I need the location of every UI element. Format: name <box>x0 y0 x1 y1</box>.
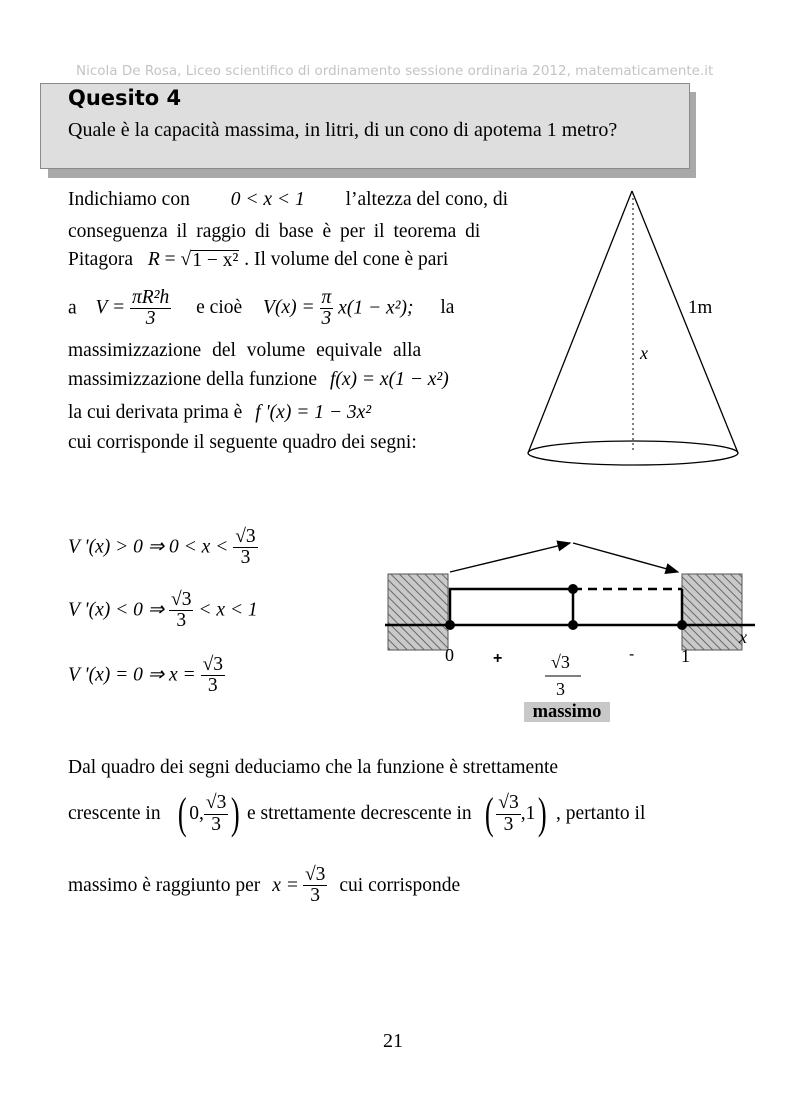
intro-line-7 <box>68 403 371 423</box>
inequality-0-x-1: 0 < x < 1 <box>230 189 305 210</box>
sqrt3-over-3: $\frac{√3}{3}$ <box>171 589 192 632</box>
sign-condition-3 <box>68 655 225 697</box>
intro-line-8 <box>68 433 417 453</box>
radius-symbol: R <box>147 249 160 270</box>
intro-text: Indichiamo con <box>68 189 190 210</box>
intro-line-4 <box>68 288 454 330</box>
condition-text: V '(x) < 0 ⇒ <box>68 599 165 621</box>
pi-over-3: $\frac{\pi}{3}$ <box>321 287 332 330</box>
conclusion-text: crescente in <box>68 803 161 825</box>
critical-denominator: 3 <box>556 679 565 699</box>
header-attribution: Nicola De Rosa, Liceo scientifico di ordinamento sessione ordinaria 2012, matematicamente.it <box>76 63 714 79</box>
intro-text: conseguenza il raggio di base è per il teorema di <box>68 221 481 242</box>
point-critical <box>568 620 578 630</box>
conclusion-text: e strettamente decrescente in <box>246 803 472 825</box>
condition-text: V '(x) = 0 ⇒ x = <box>68 664 196 686</box>
intro-text: e cioè <box>196 297 243 319</box>
volume-fraction: $\frac{\text{πR²h}}{3}$ <box>132 287 170 330</box>
intro-text: la <box>440 297 455 319</box>
max-label: massimo <box>524 702 610 722</box>
question-text: Quale è la capacità massima, in litri, di un cono di apotema 1 metro? <box>68 119 618 141</box>
sqrt-expression: √ 1 − x² <box>180 249 239 271</box>
conclusion-line-2 <box>68 789 713 838</box>
intro-line-5 <box>68 341 508 361</box>
conclusion-text: Dal quadro dei segni deduciamo che la funzione è strettamente <box>68 757 559 778</box>
condition-text: < x < 1 <box>198 599 258 621</box>
intro-line-3: Pitagora R = √ 1 − x² . Il volume del cone è pari <box>68 249 449 271</box>
intro-line-6 <box>68 370 449 390</box>
sqrt3-over-3: $\frac{√3}{3}$ <box>304 864 326 907</box>
intro-text: massimizzazione del volume equivale alla <box>68 340 422 361</box>
max-x-value: x = <box>272 875 299 897</box>
excluded-region-left <box>388 574 448 650</box>
cone-right-side <box>632 191 738 453</box>
sign-condition-1 <box>68 527 258 569</box>
volume-function: V(x) = <box>263 297 315 319</box>
interval-increasing: ( 0, $\frac{√3}{3}$ ) <box>177 789 241 838</box>
volume-formula: V = <box>95 297 126 319</box>
conclusion-text: massimo è raggiunto per <box>68 875 261 897</box>
excluded-region-right <box>682 574 742 650</box>
point-one <box>677 620 687 630</box>
volume-function-rest: x(1 − x²); <box>338 297 414 319</box>
height-label: x <box>640 343 648 363</box>
intro-line-2 <box>68 222 508 242</box>
axis-label: x <box>739 627 747 647</box>
increasing-arrow <box>450 543 570 572</box>
intro-text: cui corrisponde il seguente quadro dei segni: <box>68 432 417 453</box>
derivative-f: f '(x) = 1 − 3x² <box>255 402 372 423</box>
label-plus: + <box>493 650 503 667</box>
critical-numerator: √3 <box>551 652 570 672</box>
point-max <box>568 584 578 594</box>
conclusion-text: cui corrisponde <box>339 875 461 897</box>
label-one: 1 <box>681 646 690 666</box>
sign-chart <box>385 535 765 700</box>
intro-text: . Il volume del cone è pari <box>244 249 449 270</box>
conclusion-line-3 <box>68 865 460 907</box>
sqrt3-over-3: $\frac{√3}{3}$ <box>235 526 256 569</box>
decreasing-arrow <box>573 543 678 572</box>
label-minus: - <box>629 646 635 663</box>
function-f: f(x) = x(1 − x²) <box>329 369 449 390</box>
intro-text: massimizzazione della funzione <box>68 369 318 390</box>
intro-text: l’altezza del cono, di <box>345 189 508 210</box>
conclusion-line-1 <box>68 758 558 778</box>
cone-diagram <box>520 185 750 475</box>
sqrt3-over-3: $\frac{√3}{3}$ <box>202 654 224 697</box>
slant-label: 1m <box>688 297 713 318</box>
intro-text: a <box>68 297 77 319</box>
condition-text: V '(x) > 0 ⇒ 0 < x < <box>68 536 229 558</box>
page-number: 21 <box>383 1030 403 1052</box>
intro-text: la cui derivata prima è <box>68 402 243 423</box>
intro-line-1 <box>68 190 508 210</box>
conclusion-text: , pertanto il <box>556 803 646 825</box>
sign-condition-2 <box>68 590 258 632</box>
interval-decreasing: ( $\frac{√3}{3}$ ,1 ) <box>484 789 548 838</box>
label-zero: 0 <box>445 645 454 665</box>
question-title: Quesito 4 <box>68 86 182 110</box>
cone-left-side <box>528 191 632 453</box>
point-zero <box>445 620 455 630</box>
positive-interval <box>450 589 573 625</box>
intro-text: Pitagora <box>68 249 133 270</box>
